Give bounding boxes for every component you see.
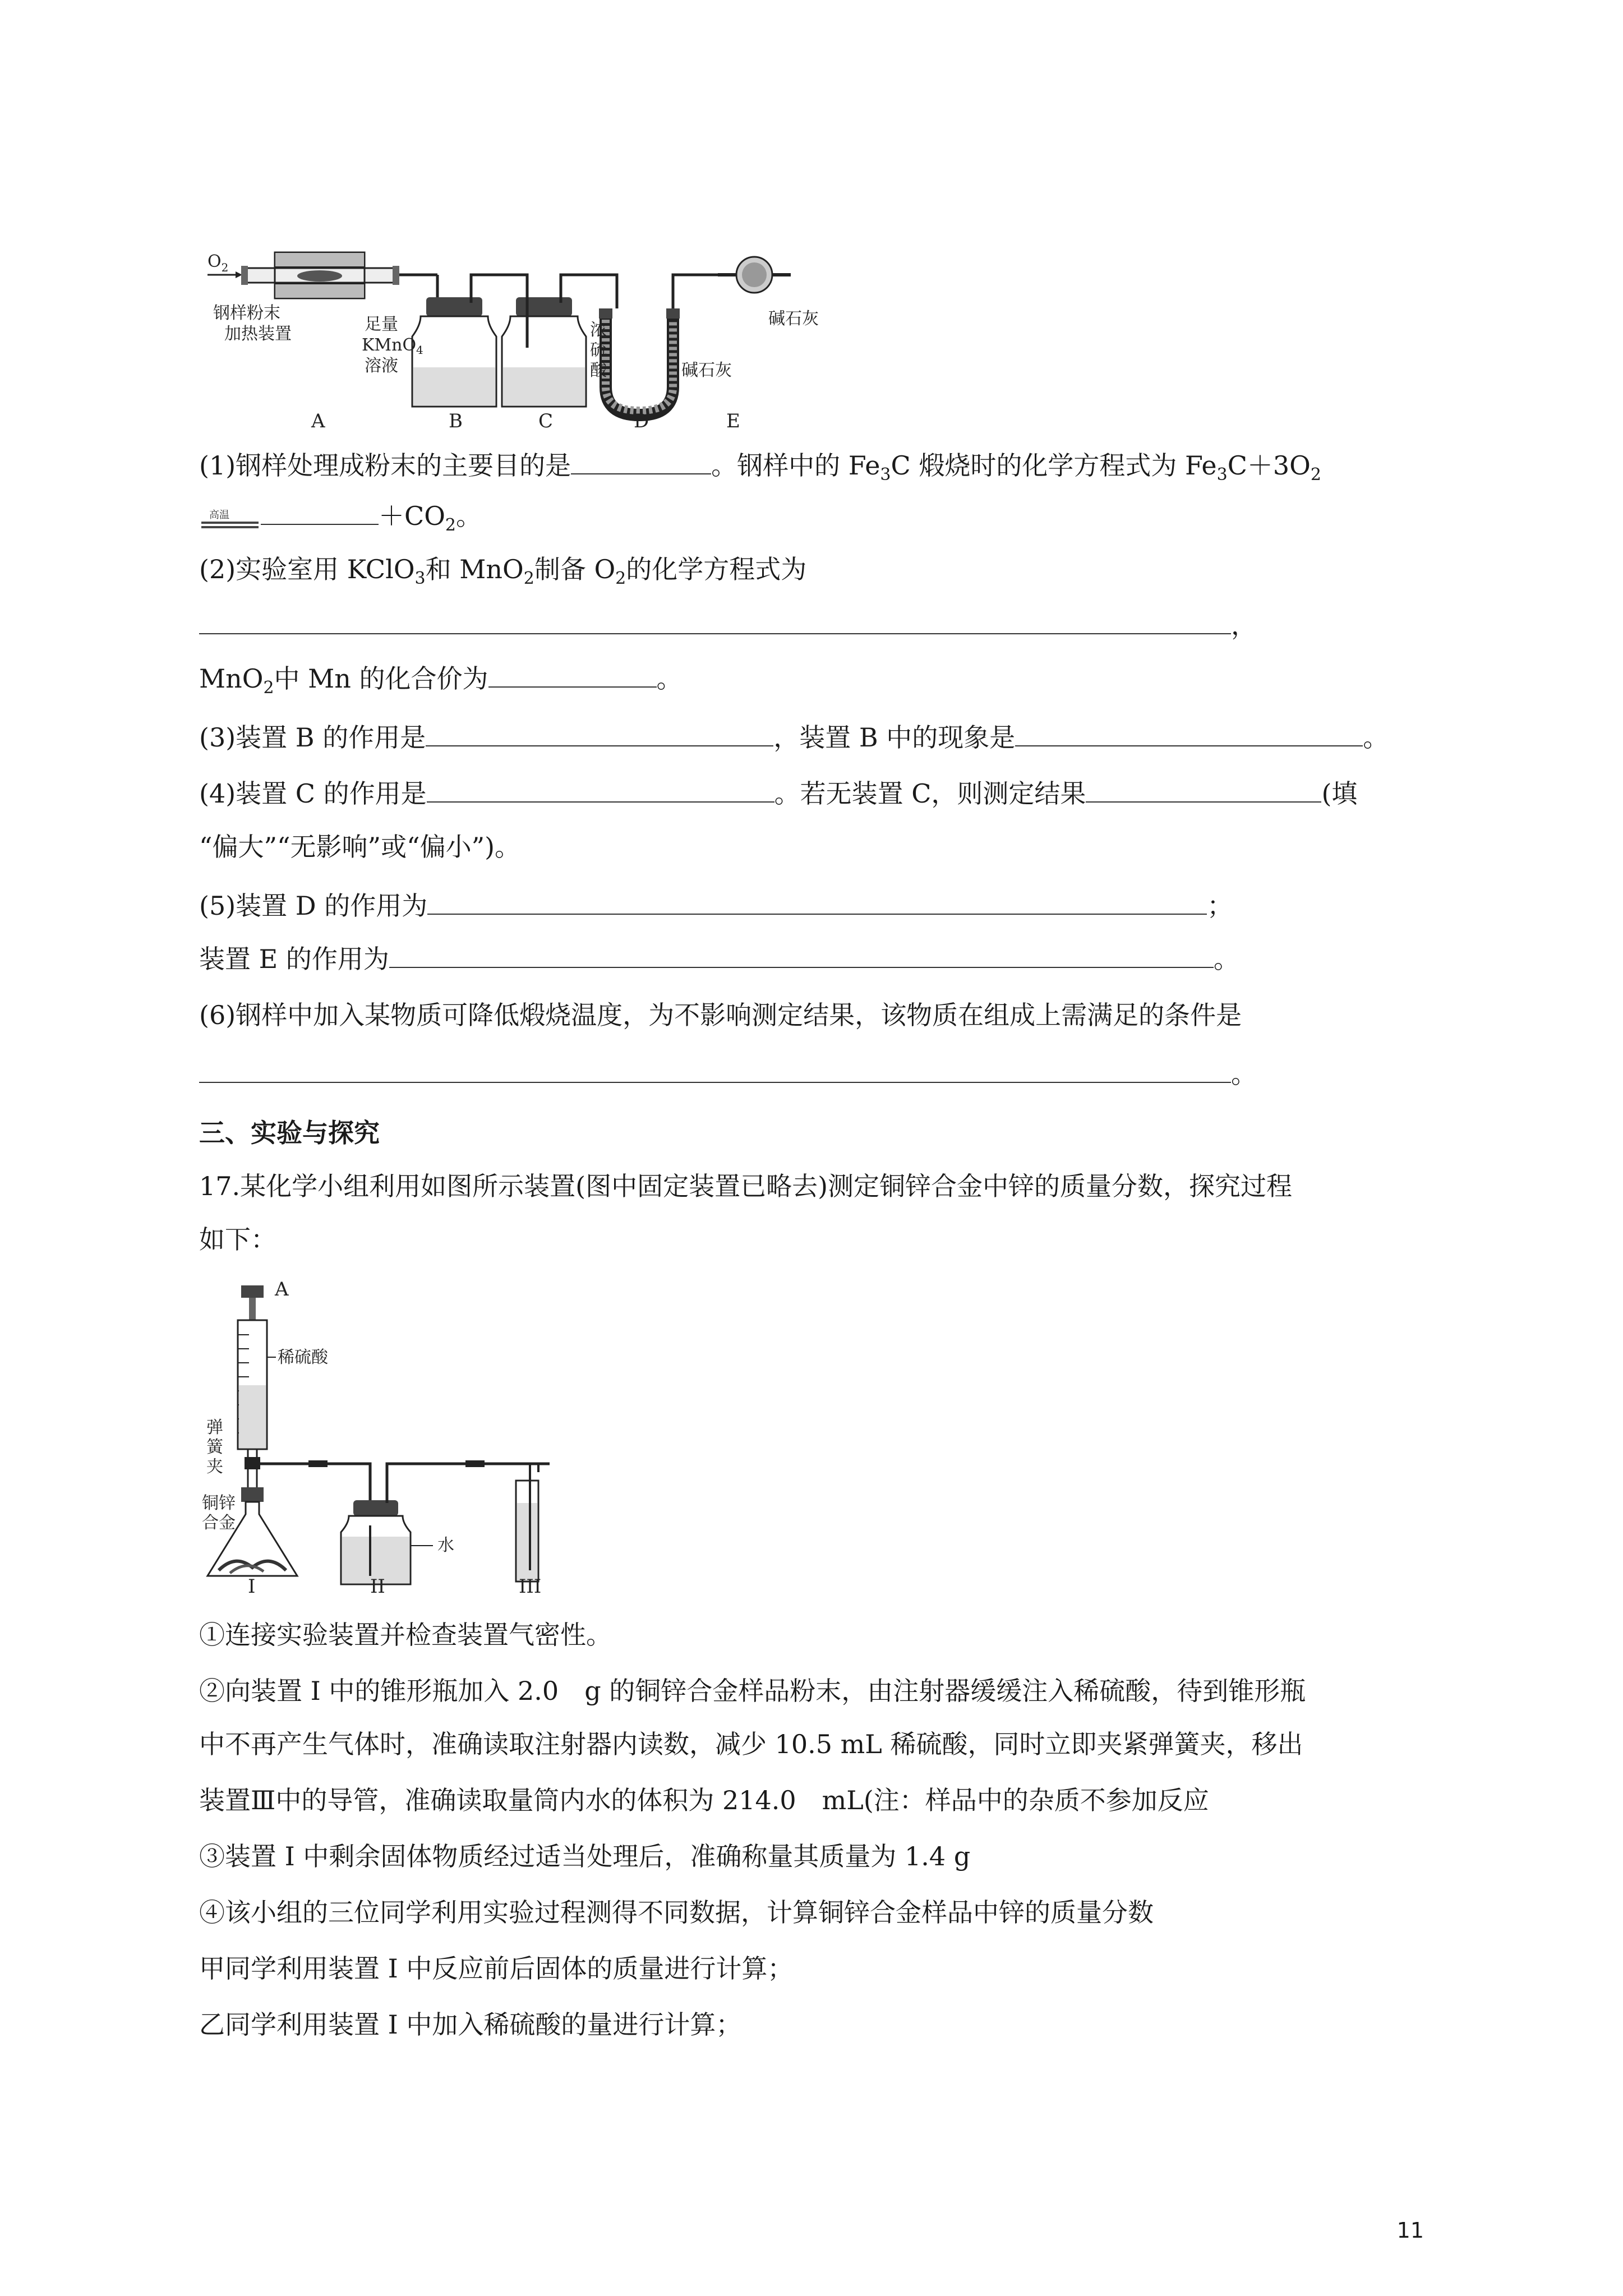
q3-line: (3)装置 B 的作用是 ，装置 B 中的现象是 。	[199, 721, 1389, 754]
soda-lime-e-label: 碱石灰	[768, 309, 819, 329]
step-3: ③装置 I 中剩余固体物质经过适当处理后，准确称量其质量为 1.4 g	[199, 1841, 971, 1871]
water-label: 水	[437, 1536, 454, 1555]
solution-label: 溶液	[365, 356, 398, 376]
q6-blank[interactable]	[199, 1057, 1231, 1083]
q2-line1: (2)实验室用 KClO$_3$和 MnO$_2$制备 $O_2$的化学方程式为	[199, 554, 807, 589]
q6-line2: 。	[199, 1057, 1257, 1091]
copper-zinc-apparatus-diagram	[202, 1279, 550, 1593]
letter-a: A	[311, 410, 325, 432]
q2-line3: MnO$_2$中 Mn 的化合价为 。	[199, 662, 683, 695]
cu-zn-alloy-label-2: 合金	[202, 1513, 236, 1533]
step-2-line2: 中不再产生气体时，准确读取注射器内读数，减少 10.5 mL 稀硫酸，同时立即夹紧弹簧夹，移出	[199, 1729, 1303, 1759]
q1-line2: 高温 $+CO_2$。	[199, 499, 482, 533]
student-yi-method: 乙同学利用装置 I 中加入稀硫酸的量进行计算；	[199, 2009, 742, 2040]
acid-label: 酸	[590, 361, 607, 380]
q2-blank-valence[interactable]	[488, 662, 657, 688]
q4-blank-function[interactable]	[427, 777, 774, 803]
syringe-label-a: A	[275, 1279, 289, 1301]
step-4: ④该小组的三位同学利用实验过程测得不同数据，计算铜锌合金样品中锌的质量分数	[199, 1897, 1154, 1928]
section-three-heading: 三、实验与探究	[199, 1118, 380, 1148]
soda-lime-d-label: 碱石灰	[681, 361, 732, 380]
sufficient-label: 足量	[365, 315, 398, 334]
q5-line1: (5)装置 D 的作用为 ；	[199, 889, 1233, 923]
q17-line1: 17.某化学小组利用如图所示装置(图中固定装置已略去)测定铜锌合金中锌的质量分数，探究过程	[199, 1171, 1293, 1201]
page-number: 11	[1396, 2218, 1424, 2243]
q4-line2: “偏大”“无影响”或“偏小”)。	[199, 832, 521, 862]
letter-e: E	[726, 410, 740, 432]
spring-clip-label-3: 夹	[206, 1457, 223, 1477]
spring-clip-label-1: 弹	[206, 1418, 223, 1437]
letter-d: D	[634, 410, 649, 432]
numeral-iii: III	[519, 1575, 542, 1593]
q5-blank-d[interactable]	[427, 889, 1207, 915]
svg-text:高温: 高温	[209, 509, 229, 521]
cu-zn-alloy-label-1: 铜锌	[202, 1493, 236, 1513]
steel-combustion-apparatus-diagram	[202, 247, 875, 432]
letter-b: B	[449, 410, 463, 432]
step-2-line1: ②向装置 I 中的锥形瓶加入 2.0 g 的铜锌合金样品粉末，由注射器缓缓注入稀硫酸，待到锥形瓶	[199, 1676, 1306, 1706]
q2-line2: ，	[199, 608, 1257, 642]
q1-blank-2[interactable]	[261, 499, 379, 525]
step-2-line3: 装置Ⅲ中的导管，准确读取量筒内水的体积为 214.0 mL(注：样品中的杂质不参加反应	[199, 1785, 1209, 1815]
high-temp-reaction-sign	[199, 506, 261, 531]
sulfuric-label: 硫	[590, 340, 607, 360]
step-1: ①连接实验装置并检查装置气密性。	[199, 1620, 612, 1650]
heating-device-label: 加热装置	[224, 324, 292, 344]
spring-clip-label-2: 簧	[206, 1437, 223, 1457]
q6-line1: (6)钢样中加入某物质可降低煅烧温度，为不影响测定结果，该物质在组成上需满足的条件是	[199, 1000, 1242, 1030]
q1-blank-1[interactable]	[571, 449, 711, 474]
q1-line1: (1)钢样处理成粉末的主要目的是 。钢样中的 $Fe_3C$ 煅烧时的化学方程式为 $Fe_3C+3O_2$	[199, 449, 1321, 482]
q2-blank-equation[interactable]	[199, 608, 1231, 634]
q5-line2: 装置 E 的作用为 。	[199, 942, 1239, 976]
student-jia-method: 甲同学利用装置 I 中反应前后固体的质量进行计算；	[199, 1953, 794, 1984]
steel-powder-label: 钢样粉末	[213, 303, 280, 323]
q4-blank-result[interactable]	[1086, 777, 1321, 803]
letter-c: C	[538, 410, 554, 432]
q4-line1: (4)装置 C 的作用是 。若无装置 C，则测定结果 (填	[199, 777, 1357, 810]
numeral-ii: II	[370, 1575, 385, 1593]
conc-label: 浓	[590, 320, 607, 340]
kmno4-label: KMnO$_4$	[362, 335, 423, 357]
dilute-sulfuric-acid-label: 稀硫酸	[278, 1348, 328, 1367]
q3-blank-phenomenon[interactable]	[1015, 721, 1363, 746]
q5-blank-e[interactable]	[389, 942, 1214, 968]
q3-blank-function[interactable]	[426, 721, 773, 746]
q17-line2: 如下：	[199, 1224, 276, 1255]
o2-label: $O_2$	[208, 252, 229, 274]
numeral-i: I	[248, 1575, 256, 1593]
